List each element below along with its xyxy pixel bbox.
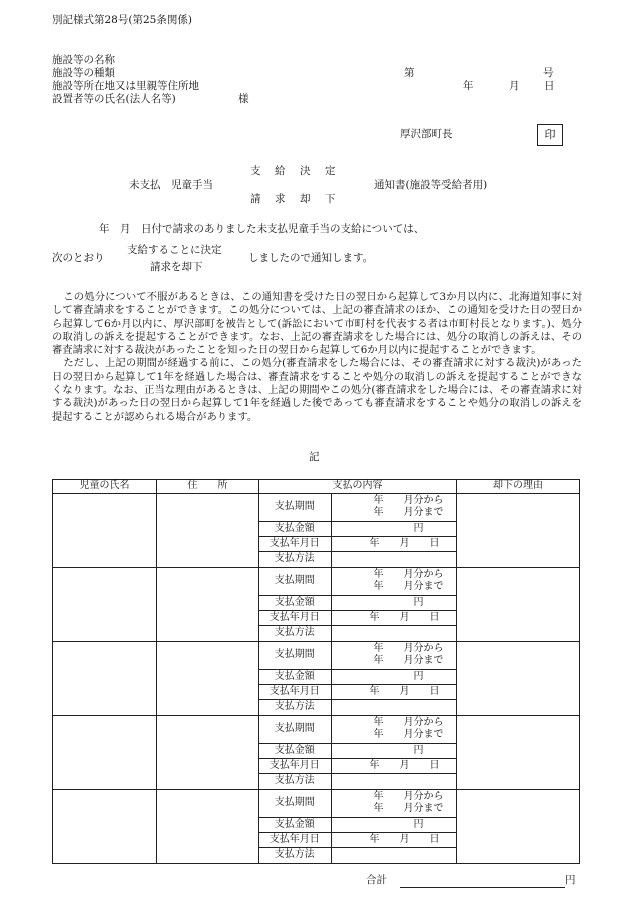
payment-method-value[interactable] [331,848,456,863]
amount-label: 支払金額 [259,670,331,685]
payment-table [52,479,580,864]
reason-cell[interactable] [457,789,580,863]
title-rejection: 請 求 却 下 [250,193,338,205]
content-subtable [259,790,456,863]
period-label: 支払期間 [259,642,331,670]
child-name-cell[interactable] [53,567,157,641]
header-content: 支払の内容 [259,480,457,494]
facility-type-label: 施設等の種類 [52,67,115,79]
period-label: 支払期間 [259,716,331,744]
address-cell[interactable] [157,789,259,863]
payment-method-value[interactable] [331,700,456,715]
period-to: 年 月分まで [373,655,444,667]
amount-value[interactable] [331,818,456,833]
intro-suffix: しましたので通知します。 [248,252,374,264]
amount-unit: 円 [413,744,424,756]
header-reason: 却下の理由 [457,480,580,494]
period-to: 年 月分まで [373,729,444,741]
reason-cell[interactable] [457,567,580,641]
period-from: 年 月分から [373,495,444,507]
period-to: 年 月分まで [373,507,444,519]
period-value[interactable] [331,494,456,522]
address-cell[interactable] [157,715,259,789]
table-row [53,567,580,641]
payment-method-label: 支払方法 [259,774,331,789]
payment-method-value[interactable] [331,774,456,789]
content-subtable [259,716,456,789]
amount-value[interactable] [331,744,456,759]
payment-date-value[interactable]: 年 月 日 [331,537,456,552]
total-unit: 円 [565,874,576,886]
content-cell [259,789,457,863]
form-number: 別記様式第28号(第25条関係) [52,14,192,26]
period-label: 支払期間 [259,790,331,818]
table-row [53,789,580,863]
amount-unit: 円 [413,818,424,830]
appeal-paragraph-1: この処分について不服があるときは、この通知書を受けた日の翌日から起算して3か月以内に、北海道知事に対して審査請求をすることができます。この処分については、上記の審査請求のほか、この通知を受けた日の翌日から起算して6か月以内に、厚沢部町を被告として(訴訟において市町村を代表する者は市町村長となります。)、処分の取消しの訴えを提起することができます。なお、上記の審査請求をした場合には、処分の取消しの訴えは、その審査請求に対する裁決があったことを知った日の翌日から起算して6か月以内に提起することができます。 [52,291,582,357]
payment-method-label: 支払方法 [259,848,331,863]
amount-label: 支払金額 [259,744,331,759]
table-row [53,641,580,715]
amount-value[interactable] [331,596,456,611]
content-cell [259,641,457,715]
child-name-cell[interactable] [53,641,157,715]
period-value[interactable] [331,790,456,818]
doc-number-go: 号 [543,67,554,79]
appeal-paragraph-2: ただし、上記の期間が経過する前に、この処分(審査請求をした場合には、その審査請求に対する裁決)があった日の翌日から起算して1年を経過した場合は、審査請求をすることや処分の取消しの訴えを提起することができなくなります。なお、正当な理由があるときは、上記の期間やこの処分(審査請求をした場合には、その審査請求に対する裁決)があった日の翌日から起算して1年を経過した後であっても審査請求をすることや処分の取消しの訴えを提起することが認められる場合があります。 [52,357,582,423]
content-subtable [259,568,456,641]
address-cell[interactable] [157,493,259,567]
payment-date-value[interactable]: 年 月 日 [331,833,456,848]
payment-method-value[interactable] [331,552,456,567]
period-value[interactable] [331,642,456,670]
reason-cell[interactable] [457,715,580,789]
address-cell[interactable] [157,567,259,641]
period-to: 年 月分まで [373,581,444,593]
mayor-title: 厚沢部町長 [400,128,453,140]
total-label: 合計 [366,874,387,886]
period-label: 支払期間 [259,568,331,596]
payment-date-value[interactable]: 年 月 日 [331,759,456,774]
total-amount-field[interactable] [400,887,565,888]
content-subtable [259,494,456,567]
appeal-notice [52,291,582,424]
reason-cell[interactable] [457,493,580,567]
period-value[interactable] [331,716,456,744]
period-from: 年 月分から [373,791,444,803]
founder-name-label: 設置者等の氏名(法人名等) [52,93,176,105]
choice-reject: 請求を却下 [150,261,203,273]
amount-unit: 円 [413,670,424,682]
content-cell [259,715,457,789]
period-label: 支払期間 [259,494,331,522]
ki-heading: 記 [309,451,320,463]
child-name-cell[interactable] [53,715,157,789]
payment-date-label: 支払年月日 [259,759,331,774]
title-notice-type: 通知書(施設等受給者用) [374,179,488,191]
amount-unit: 円 [413,522,424,534]
payment-date-value[interactable]: 年 月 日 [331,611,456,626]
reason-cell[interactable] [457,641,580,715]
child-name-cell[interactable] [53,789,157,863]
payment-date-label: 支払年月日 [259,537,331,552]
payment-date-label: 支払年月日 [259,833,331,848]
date-month: 月 [509,80,520,92]
payment-method-label: 支払方法 [259,552,331,567]
intro-prefix: 次のとおり [52,252,105,264]
payment-method-label: 支払方法 [259,626,331,641]
seal-stamp: 印 [537,124,563,146]
date-day: 日 [544,80,555,92]
title-unpaid-allowance: 未支払 児童手当 [129,179,213,191]
intro-line: 年 月 日付で請求のありました未支払児童手当の支給については、 [99,223,425,235]
amount-value[interactable] [331,670,456,685]
amount-label: 支払金額 [259,522,331,537]
facility-name-label: 施設等の名称 [52,54,115,66]
payment-date-label: 支払年月日 [259,685,331,700]
payment-date-value[interactable]: 年 月 日 [331,685,456,700]
date-year: 年 [463,80,474,92]
period-value[interactable] [331,568,456,596]
amount-label: 支払金額 [259,818,331,833]
content-cell [259,493,457,567]
honorific-sama: 様 [238,93,249,105]
header-address: 住 所 [157,480,259,494]
facility-address-label: 施設等所在地又は里親等住所地 [52,80,199,92]
payment-method-label: 支払方法 [259,700,331,715]
period-from: 年 月分から [373,717,444,729]
period-to: 年 月分まで [373,803,444,815]
amount-value[interactable] [331,522,456,537]
table-row [53,493,580,567]
title-decision: 支 給 決 定 [250,165,338,177]
address-cell[interactable] [157,641,259,715]
table-row [53,715,580,789]
period-from: 年 月分から [373,643,444,655]
payment-date-label: 支払年月日 [259,611,331,626]
amount-label: 支払金額 [259,596,331,611]
doc-number-dai: 第 [404,67,415,79]
child-name-cell[interactable] [53,493,157,567]
header-child-name: 児童の氏名 [53,480,157,494]
payment-method-value[interactable] [331,626,456,641]
period-from: 年 月分から [373,569,444,581]
content-subtable [259,642,456,715]
content-cell [259,567,457,641]
amount-unit: 円 [413,596,424,608]
choice-grant: 支給することに決定 [127,244,222,256]
